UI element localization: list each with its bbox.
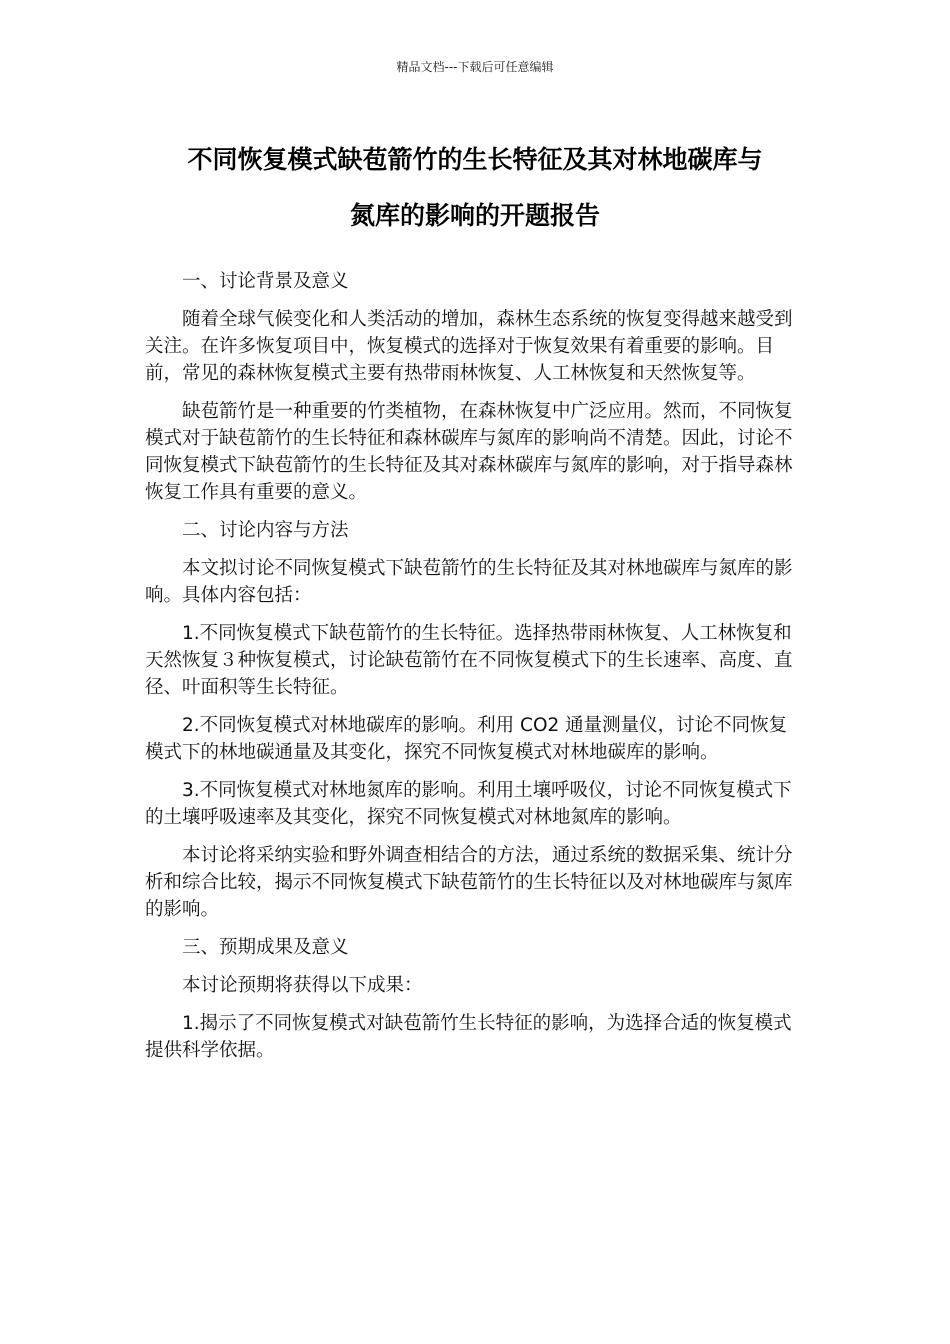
paragraph: 本讨论预期将获得以下成果： [182,975,423,996]
section-heading-expected-results: 三、预期成果及意义 [182,937,349,958]
list-item: 3.不同恢复模式对林地氮库的影响。利用土壤呼吸仪，讨论不同恢复模式下的土壤呼吸速率及其变化，探究不同恢复模式对林地氮库的影响。 [145,780,792,828]
title-line-2: 氮库的影响的开题报告 [349,201,600,230]
title-line-1: 不同恢复模式缺苞箭竹的生长特征及其对林地碳库与 [187,145,763,174]
list-item: 1.不同恢复模式下缺苞箭竹的生长特征。选择热带雨林恢复、人工林恢复和天然恢复３种恢复模式，讨论缺苞箭竹在不同恢复模式下的生长速率、高度、直径、叶面积等生长特征。 [145,623,793,698]
list-item: 2.不同恢复模式对林地碳库的影响。利用 CO2 通量测量仪，讨论不同恢复模式下的林地碳通量及其变化，探究不同恢复模式对林地碳库的影响。 [145,715,788,763]
section-heading-content-methods: 二、讨论内容与方法 [182,520,349,541]
paragraph: 本文拟讨论不同恢复模式下缺苞箭竹的生长特征及其对林地碳库与氮库的影响。具体内容包括： [145,558,793,606]
header-note: 精品文档---下载后可任意编辑 [396,60,554,74]
paragraph: 本讨论将采纳实验和野外调查相结合的方法，通过系统的数据采集、统计分析和综合比较，揭示不同恢复模式下缺苞箭竹的生长特征以及对林地碳库与氮库的影响。 [145,845,793,920]
paragraph: 缺苞箭竹是一种重要的竹类植物，在森林恢复中广泛应用。然而，不同恢复模式对于缺苞箭竹的生长特征和森林碳库与氮库的影响尚不清楚。因此，讨论不同恢复模式下缺苞箭竹的生长特征及其对森林碳库与氮库的影响，对于指导森林恢复工作具有重要的意义。 [145,401,793,503]
document-title [130,132,820,244]
document-body [145,268,797,1075]
section-heading-background: 一、讨论背景及意义 [182,271,349,292]
list-item: 1.揭示了不同恢复模式对缺苞箭竹生长特征的影响，为选择合适的恢复模式提供科学依据。 [145,1013,792,1061]
paragraph: 随着全球气候变化和人类活动的增加，森林生态系统的恢复变得越来越受到关注。在许多恢复项目中，恢复模式的选择对于恢复效果有着重要的影响。目前，常见的森林恢复模式主要有热带雨林恢复、人工林恢复和天然恢复等。 [145,309,793,384]
